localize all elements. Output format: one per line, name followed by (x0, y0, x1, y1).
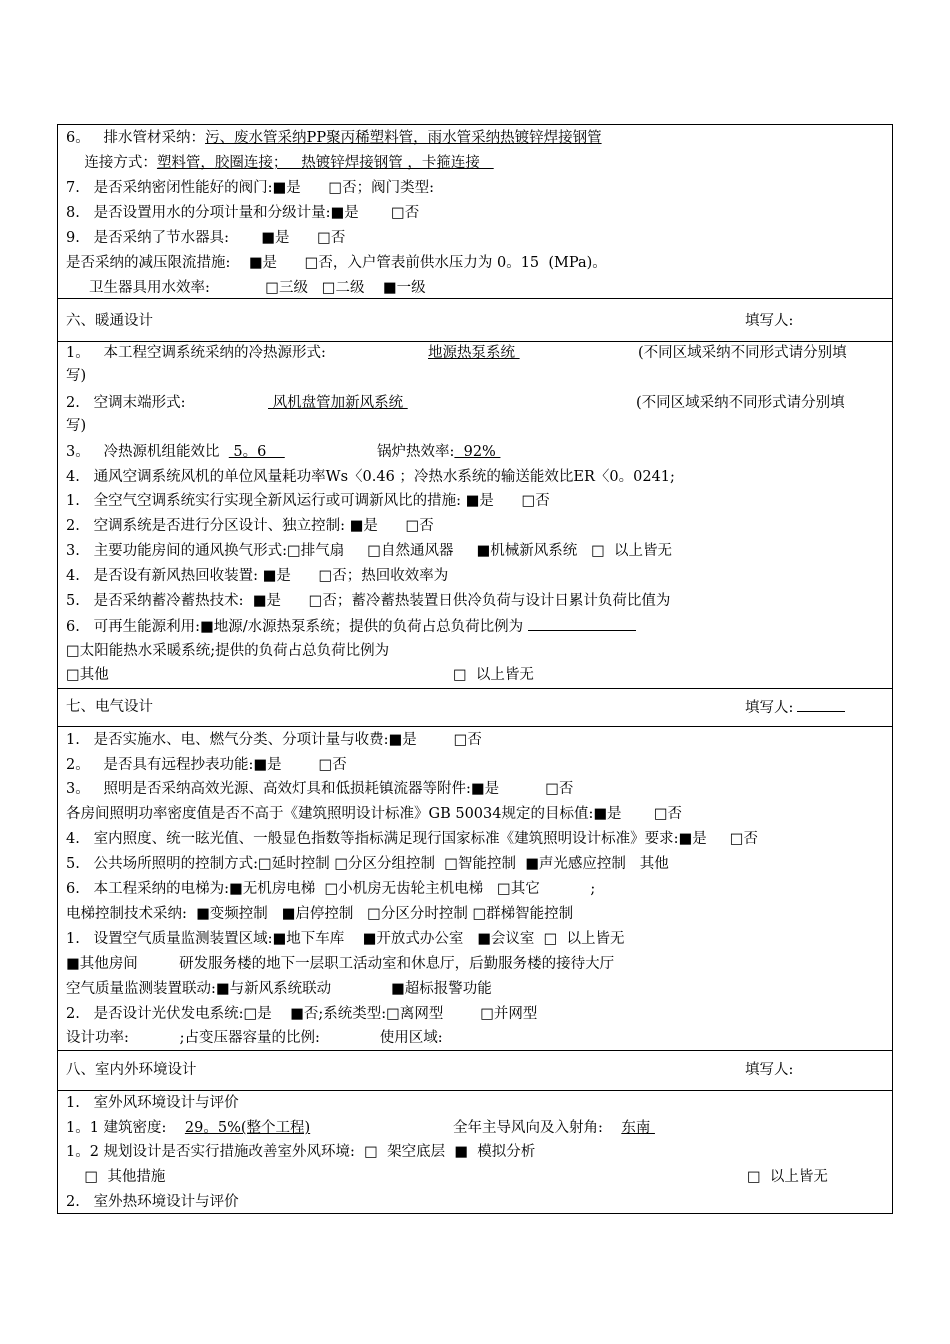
pv-system-line: 2. 是否设计光伏发电系统:□是 ■否;系统类型:□离网型 □并网型 (66, 1006, 538, 1022)
elevator-line: 6. 本工程采纳的电梯为:■无机房电梯 □小机房无齿轮主机电梯 □其它 ; (66, 881, 596, 897)
hvac-terminal-line (66, 394, 186, 412)
hvac-source-line (66, 344, 326, 362)
wind-direction (453, 1119, 655, 1137)
renewable-line (66, 617, 636, 636)
electrical-section-title: 七、电气设计 (66, 699, 153, 715)
hvac-filler-label: 填写人: (745, 313, 794, 329)
wind-environment-line: 1. 室外风环境设计与评价 (66, 1095, 239, 1111)
heat-recovery-line: 4. 是否设有新风热回收装置: ■是 □否；热回收效率为 (66, 568, 449, 584)
green-building-form (57, 124, 893, 1214)
other-measures-line: □ 其他措施 (66, 1169, 166, 1185)
hvac-efficiency-line (66, 443, 285, 461)
water-saving-line: 9. 是否采纳了节水器具: ■是 □否 (66, 230, 346, 246)
label: 2. 空调末端形式: (66, 395, 186, 411)
density-value: 29。5%(整个工程) (184, 1120, 311, 1136)
label: 连接方式： (66, 155, 157, 171)
cop-value: 5。6 (228, 444, 285, 460)
building-density-line (66, 1119, 310, 1137)
hvac-section-title: 六、暖通设计 (66, 313, 153, 329)
pipe-material-value: 污、废水管采纳PP聚丙稀塑料管，雨水管采纳热镀锌焊接钢管 (205, 130, 602, 146)
boiler-efficiency-value: 92% (454, 444, 501, 460)
divider (58, 688, 892, 689)
remote-reading-line: 2。 是否具有远程抄表功能:■是 □否 (66, 757, 347, 773)
hvac-source-note-wrap: 写) (66, 368, 87, 384)
other-rooms-line: ■其他房间 研发服务楼的地下一层职工活动室和休息厅，后勤服务楼的接待大厅 (66, 956, 615, 972)
illuminance-line: 4. 室内照度、统一眩光值、一般显色指数等指标满足现行国家标准《建筑照明设计标准》要求:■是 □否 (66, 831, 758, 847)
lighting-power-line: 各房间照明功率密度值是否不高于《建筑照明设计标准》GB 50034规定的目标值:■是 □否 (66, 806, 683, 822)
divider (58, 1050, 892, 1051)
boiler-efficiency (377, 443, 500, 461)
electrical-filler (745, 698, 845, 717)
zone-control-line: 2. 空调系统是否进行分区设计、独立控制: ■是 □否 (66, 518, 434, 534)
other-line: □其他 (66, 667, 109, 683)
hvac-terminal-value: 风机盘管加新风系统 (268, 395, 408, 411)
planning-measures-line: 1。2 规划设计是否实行措施改善室外风环境: □ 架空底层 ■ 模拟分析 (66, 1144, 536, 1160)
label: 全年主导风向及入射角: (453, 1120, 603, 1136)
none-option: □ 以上皆无 (747, 1169, 828, 1185)
hvac-terminal-note-wrap: 写) (66, 418, 87, 434)
label: 1。1 建筑密度: (66, 1120, 185, 1136)
label: 6。 排水管材采纳： (66, 130, 206, 146)
blank (797, 698, 845, 712)
air-quality-linkage-line: 空气质量监测装置联动:■与新风系统联动 ■超标报警功能 (66, 981, 492, 997)
ventilation-line: 3. 主要功能房间的通风换气形式:□排气扇 □自然通风器 ■机械新风系统 □ 以上皆无 (66, 543, 672, 559)
air-quality-area-line: 1. 设置空气质量监测装置区域:■地下车库 ■开放式办公室 ■会议室 □ 以上皆无 (66, 931, 625, 947)
pv-power-line: 设计功率: ;占变压器容量的比例: 使用区域: (66, 1030, 443, 1046)
valve-line: 7. 是否采纳密闭性能好的阀门:■是 □否；阀门类型: (66, 180, 434, 196)
sanitary-efficiency-line: 卫生器具用水效率: □三级 □二级 ■一级 (66, 280, 426, 296)
thermal-storage-line: 5. 是否采纳蓄冷蓄热技术: ■是 □否；蓄冷蓄热装置日供冷负荷与设计日累计负荷比值为 (66, 593, 671, 609)
metering-billing-line: 1. 是否实施水、电、燃气分类、分项计量与收费:■是 □否 (66, 732, 482, 748)
metering-line: 8. 是否设置用水的分项计量和分级计量:■是 □否 (66, 205, 420, 221)
label: 锅炉热效率: (377, 444, 455, 460)
divider (58, 1090, 892, 1091)
pressure-reduction-line: 是否采纳的减压限流措施: ■是 □否，入户管表前供水压力为 0。15 (MPa)。 (66, 255, 607, 271)
drainage-connection-line (66, 154, 494, 172)
label: 1。 本工程空调系统采纳的冷热源形式: (66, 345, 326, 361)
divider (58, 341, 892, 342)
fresh-air-line: 1. 全空气空调系统实行实现全新风运行或可调新风比的措施: ■是 □否 (66, 493, 550, 509)
hvac-source-note: (不同区域采纳不同形式请分别填 (638, 345, 847, 361)
wind-direction-value: 东南 (621, 1120, 655, 1136)
connection-value: 塑料管，胶圈连接； 热镀锌焊接钢管 ，卡箍连接 (156, 155, 494, 171)
drainage-pipe-material-line (66, 129, 602, 147)
fan-power-line: 4. 通风空调系统风机的单位风量耗功率Ws〈0.46 ；冷热水系统的输送能效比ER〈0。0241; (66, 469, 675, 485)
elevator-control-line: 电梯控制技术采纳: ■变频控制 ■启停控制 □分区分时控制 □群梯智能控制 (66, 906, 574, 922)
solar-line: □太阳能热水采暖系统;提供的负荷占总负荷比例为 (66, 643, 390, 659)
label: 3。 冷热源机组能效比 (66, 444, 220, 460)
lighting-control-line: 5. 公共场所照明的控制方式:□延时控制 □分区分组控制 □智能控制 ■声光感应控制 其他 (66, 856, 669, 872)
label: 填写人: (745, 700, 794, 716)
divider (58, 298, 892, 299)
blank (528, 617, 636, 631)
none-option: □ 以上皆无 (453, 667, 534, 683)
hvac-terminal-note: (不同区域采纳不同形式请分别填 (636, 395, 845, 411)
environment-section-title: 八、室内外环境设计 (66, 1062, 197, 1078)
thermal-environment-line: 2. 室外热环境设计与评价 (66, 1194, 239, 1210)
divider (58, 726, 892, 727)
hvac-source-value: 地源热泵系统 (428, 345, 520, 361)
label: 6. 可再生能源利用:■地源/水源热泵系统；提供的负荷占总负荷比例为 (66, 619, 528, 635)
environment-filler-label: 填写人: (745, 1062, 794, 1078)
lighting-efficiency-line: 3。 照明是否采纳高效光源、高效灯具和低损耗镇流器等附件:■是 □否 (66, 781, 574, 797)
